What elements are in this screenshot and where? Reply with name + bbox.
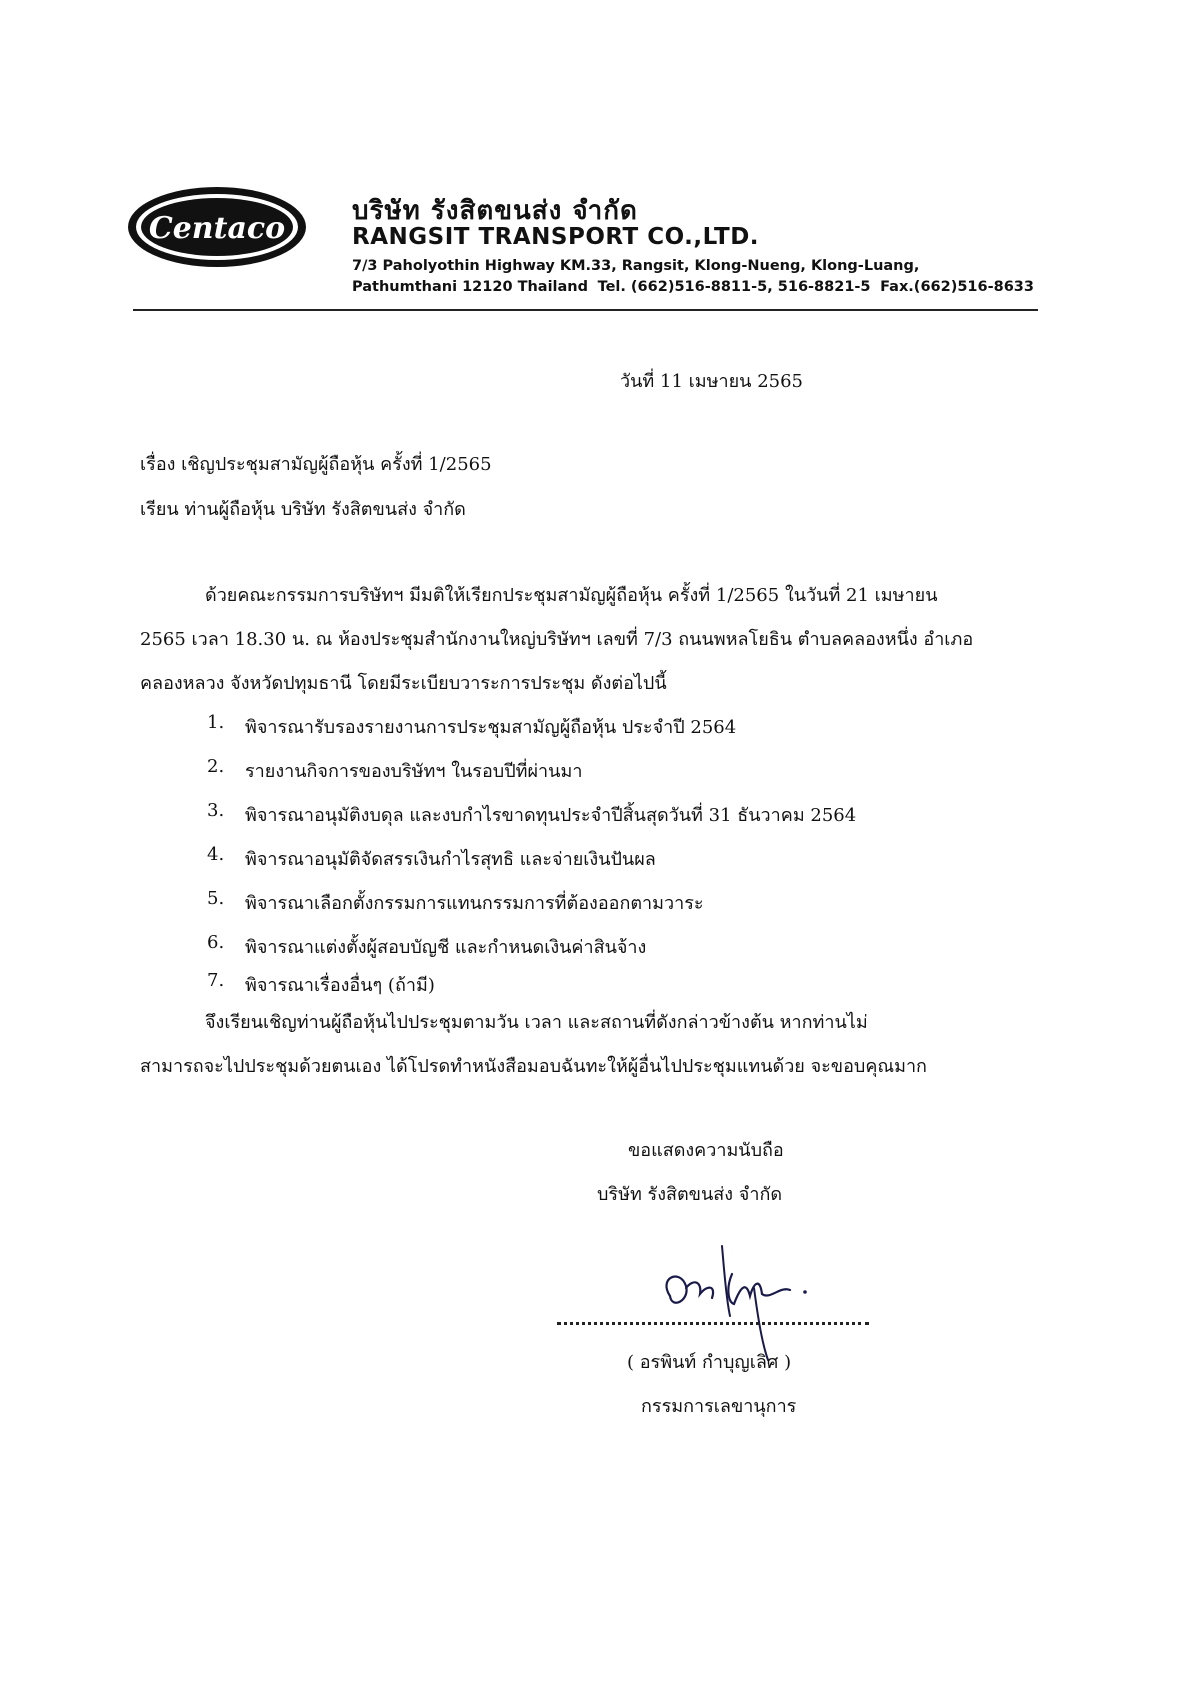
agenda-text: พิจารณาอนุมัติงบดุล และงบกำไรขาดทุนประจำปีสิ้นสุดวันที่ 31 ธันวาคม 2564 [245, 805, 857, 826]
signer-title: กรรมการเลขานุการ [641, 1396, 797, 1417]
letter-subject: เรื่อง เชิญประชุมสามัญผู้ถือหุ้น ครั้งที่ 1/2565 [140, 454, 492, 475]
body-paragraph-line: 2565 เวลา 18.30 น. ณ ห้องประชุมสำนักงานใหญ่บริษัทฯ เลขที่ 7/3 ถนนพหลโยธิน ตำบลคลองหนึ่ง อำเภอ [140, 629, 974, 650]
letter-date: วันที่ 11 เมษายน 2565 [620, 371, 803, 392]
svg-text:Centaco: Centaco [148, 211, 286, 246]
company-fax: Fax.(662)516-8633 [880, 279, 1034, 295]
agenda-number: 6. [207, 932, 225, 953]
company-address-line: 7/3 Paholyothin Highway KM.33, Rangsit, Klong-Nueng, Klong-Luang, [352, 258, 920, 274]
closing-company: บริษัท รังสิตขนส่ง จำกัด [597, 1184, 783, 1205]
agenda-text: พิจารณาอนุมัติจัดสรรเงินกำไรสุทธิ และจ่ายเงินปันผล [245, 849, 656, 870]
company-telephone: Tel. (662)516-8811-5, 516-8821-5 [597, 279, 871, 295]
agenda-number: 5. [207, 888, 225, 909]
agenda-text: พิจารณาเรื่องอื่นๆ (ถ้ามี) [245, 975, 435, 996]
agenda-text: พิจารณาแต่งตั้งผู้สอบบัญชี และกำหนดเงินค่าสินจ้าง [245, 937, 647, 958]
agenda-number: 3. [207, 800, 225, 821]
letterhead-divider [133, 309, 1038, 311]
agenda-number: 7. [207, 970, 225, 991]
agenda-text: พิจารณาเลือกตั้งกรรมการแทนกรรมการที่ต้องออกตามวาระ [245, 893, 704, 914]
body-paragraph-line: คลองหลวง จังหวัดปทุมธานี โดยมีระเบียบวาระการประชุม ดังต่อไปนี้ [140, 673, 667, 694]
company-logo [126, 185, 308, 269]
closing-paragraph-line: จึงเรียนเชิญท่านผู้ถือหุ้นไปประชุมตามวัน เวลา และสถานที่ดังกล่าวข้างต้น หากท่านไม่ [205, 1012, 868, 1033]
letter-recipient: เรียน ท่านผู้ถือหุ้น บริษัท รังสิตขนส่ง จำกัด [140, 499, 466, 520]
company-city: Pathumthani 12120 Thailand [352, 279, 589, 295]
signer-name: ( อรพินท์ กำบุญเลิศ ) [627, 1352, 792, 1373]
closing-paragraph-line: สามารถจะไปประชุมด้วยตนเอง ได้โปรดทำหนังสือมอบฉันทะให้ผู้อื่นไปประชุมแทนด้วย จะขอบคุณมาก [140, 1056, 927, 1077]
closing-regards: ขอแสดงความนับถือ [628, 1140, 784, 1161]
company-contact-line [352, 279, 1034, 295]
body-paragraph-line: ด้วยคณะกรรมการบริษัทฯ มีมติให้เรียกประชุมสามัญผู้ถือหุ้น ครั้งที่ 1/2565 ในวันที่ 21 เมษายน [205, 585, 938, 606]
signature-line [557, 1322, 869, 1325]
company-name-english: RANGSIT TRANSPORT CO.,LTD. [352, 224, 760, 250]
agenda-text: รายงานกิจการของบริษัทฯ ในรอบปีที่ผ่านมา [245, 761, 583, 782]
agenda-text: พิจารณารับรองรายงานการประชุมสามัญผู้ถือหุ้น ประจำปี 2564 [245, 717, 737, 738]
agenda-number: 4. [207, 844, 225, 865]
agenda-number: 2. [207, 756, 225, 777]
agenda-number: 1. [207, 712, 225, 733]
company-name-thai: บริษัท รังสิตขนส่ง จำกัด [352, 196, 638, 226]
